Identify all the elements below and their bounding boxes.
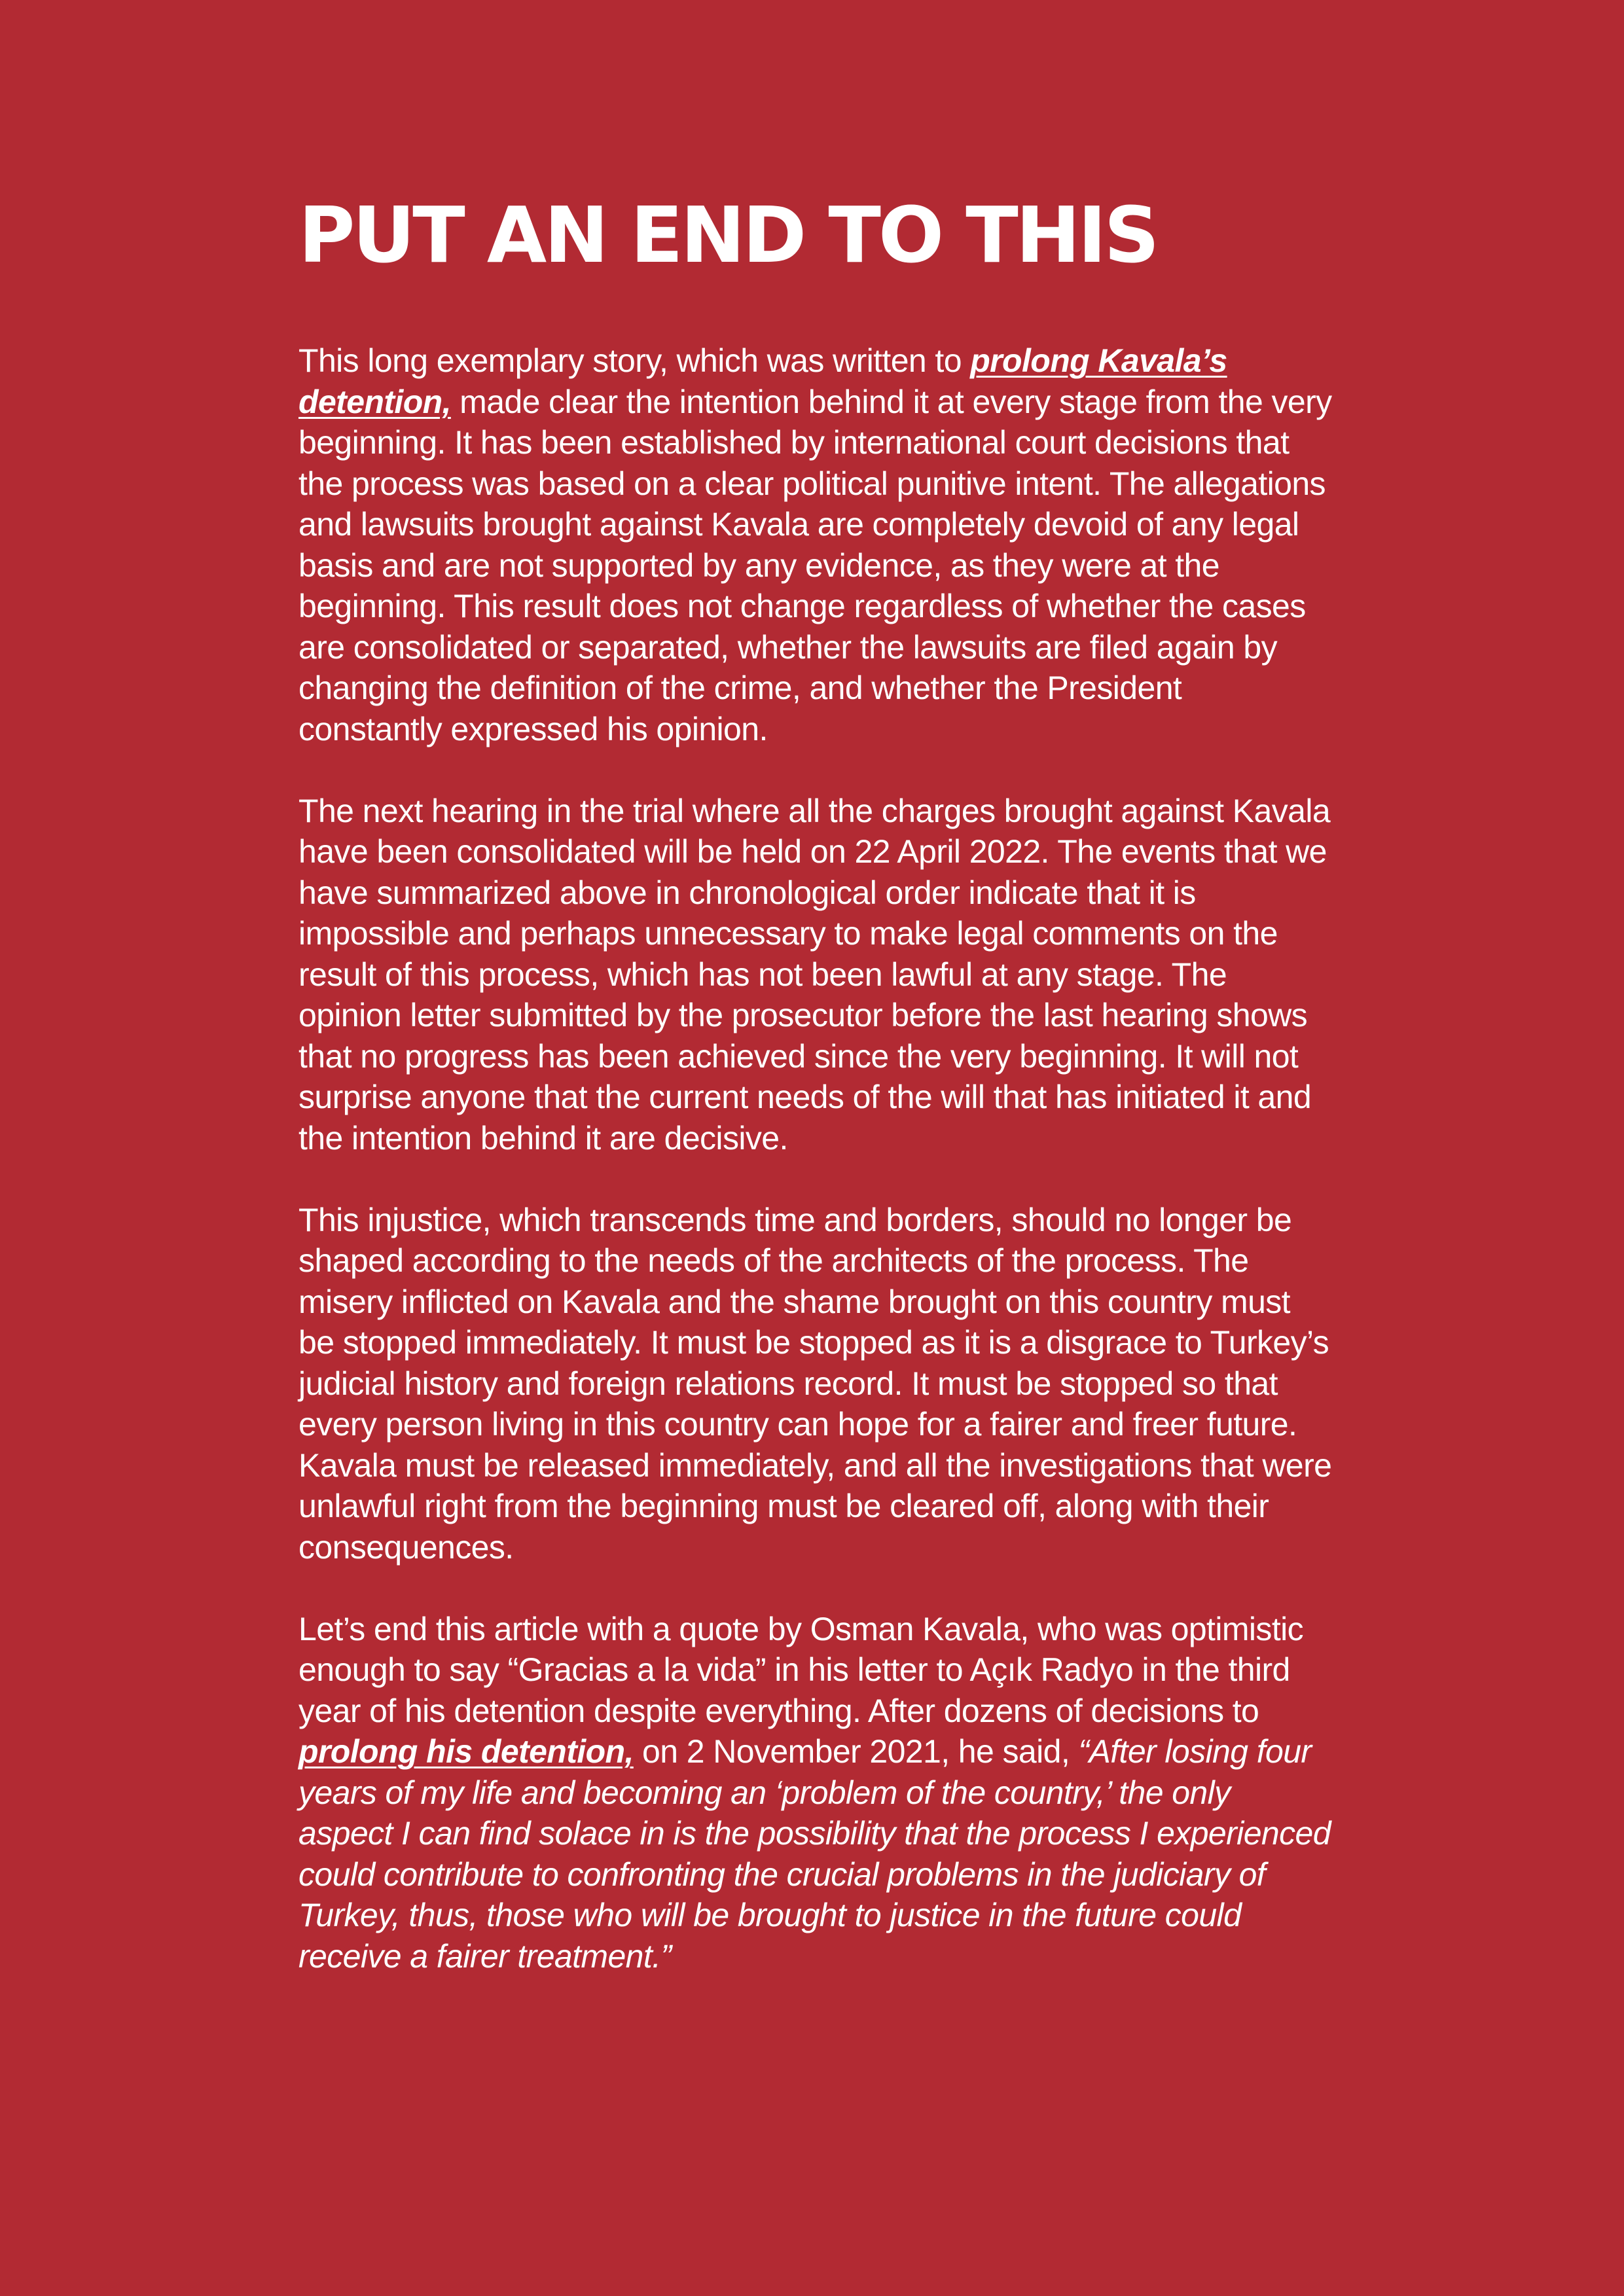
prolong-kavalas-detention-link[interactable]: prolong Kavala’s detention, (298, 342, 1227, 420)
prolong-his-detention-link[interactable]: prolong his detention, (298, 1733, 634, 1770)
paragraph-4-text-start: Let’s end this article with a quote by Osman Kavala, who was optimistic enough to say “Gracias a la vida” in his letter to Açık Radyo in the third year of his detention despite everything. After dozens of decisions to (298, 1610, 1304, 1729)
paragraph-1-text-end: made clear the intention behind it at every stage from the very beginning. It has been established by international court decisions that the process was based on a clear political punitive intent. The allegations and lawsuits brought against Kavala are completely devoid of any legal basis and are not supported by any evidence, as they were at the beginning. This result does not change regardless of whether the cases are consolidated or separated, whether the lawsuits are filed again by changing the definition of the crime, and whether the President constantly expressed his opinion. (298, 383, 1332, 747)
paragraph-1 (298, 340, 1333, 749)
paragraph-4-text-middle: on 2 November 2021, he said, (633, 1733, 1079, 1770)
paragraph-4 (298, 1609, 1333, 1977)
article (298, 190, 1333, 2018)
paragraph-1-text-start: This long exemplary story, which was written to (298, 342, 971, 379)
page-title: PUT AN END TO THIS (298, 190, 1157, 280)
paragraph-2: The next hearing in the trial where all the charges brought against Kavala have been consolidated will be held on 22 April 2022. The events that we have summarized above in chronological order indicate that it is impossible and perhaps unnecessary to make legal comments on the result of this process, which has not been lawful at any stage. The opinion letter submitted by the prosecutor before the last hearing shows that no progress has been achieved since the very beginning. It will not surprise anyone that the current needs of the will that has initiated it and the intention behind it are decisive. (298, 792, 1331, 1157)
kavala-quote: “After losing four years of my life and becoming an ‘problem of the country,’ the only aspect I can find solace in is the possibility that the process I experienced could contribute to confronting the crucial problems in the judiciary of Turkey, thus, those who will be brought to justice in the future could receive a fairer treatment.” (298, 1733, 1331, 1975)
paragraph-3: This injustice, which transcends time and borders, should no longer be shaped according to the needs of the architects of the process. The misery inflicted on Kavala and the shame brought on this country must be stopped immediately. It must be stopped as it is a disgrace to Turkey’s judicial history and foreign relations record. It must be stopped so that every person living in this country can hope for a fairer and freer future. Kavala must be released immediately, and all the investigations that were unlawful right from the beginning must be cleared off, along with their consequences. (298, 1201, 1332, 1566)
